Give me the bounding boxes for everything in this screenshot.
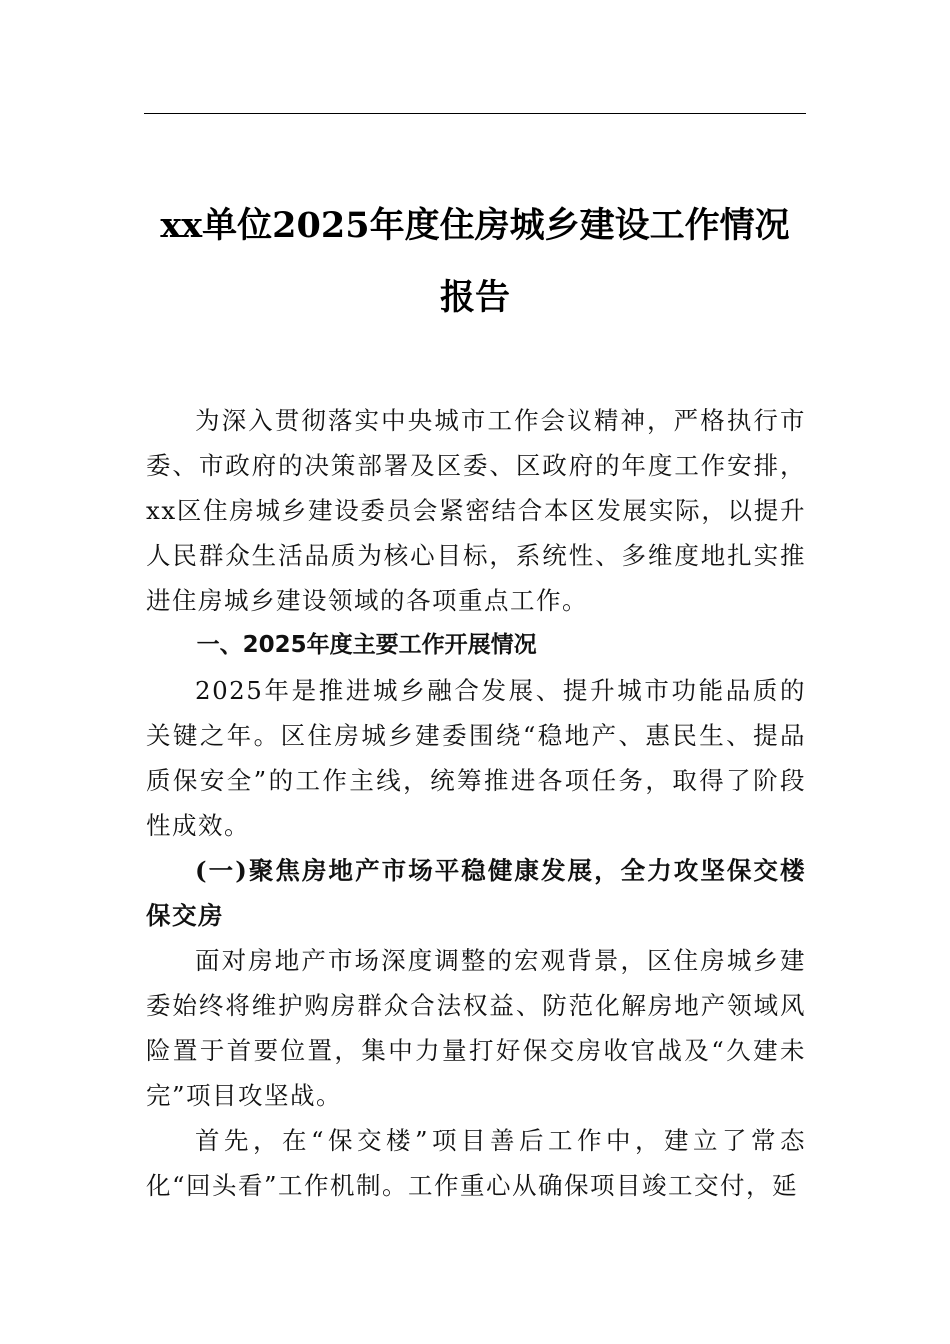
section-1-heading: 一、2025年度主要工作开展情况 xyxy=(196,632,537,658)
subsection-1-heading: (一)聚焦房地产市场平稳健康发展，全力攻坚保交楼保交房 xyxy=(146,856,806,930)
document-body xyxy=(146,398,806,1208)
section-1-paragraph: 2025年是推进城乡融合发展、提升城市功能品质的关键之年。区住房城乡建委围绕“稳地产、惠民生、提品质保安全”的工作主线，统筹推进各项任务，取得了阶段性成效。 xyxy=(146,676,806,840)
header-rule xyxy=(144,113,806,114)
document-title: xx单位2025年度住房城乡建设工作情况报告 xyxy=(160,205,790,318)
intro-paragraph: 为深入贯彻落实中央城市工作会议精神，严格执行市委、市政府的决策部署及区委、区政府的年度工作安排，xx区住房城乡建设委员会紧密结合本区发展实际，以提升人民群众生活品质为核心目标，系统性、多维度地扎实推进住房城乡建设领域的各项重点工作。 xyxy=(146,406,806,615)
subsection-1-paragraph-2: 首先，在“保交楼”项目善后工作中，建立了常态化“回头看”工作机制。工作重心从确保项目竣工交付，延 xyxy=(146,1126,806,1200)
subsection-1-paragraph-1: 面对房地产市场深度调整的宏观背景，区住房城乡建委始终将维护购房群众合法权益、防范化解房地产领域风险置于首要位置，集中力量打好保交房收官战及“久建未完”项目攻坚战。 xyxy=(146,946,806,1110)
